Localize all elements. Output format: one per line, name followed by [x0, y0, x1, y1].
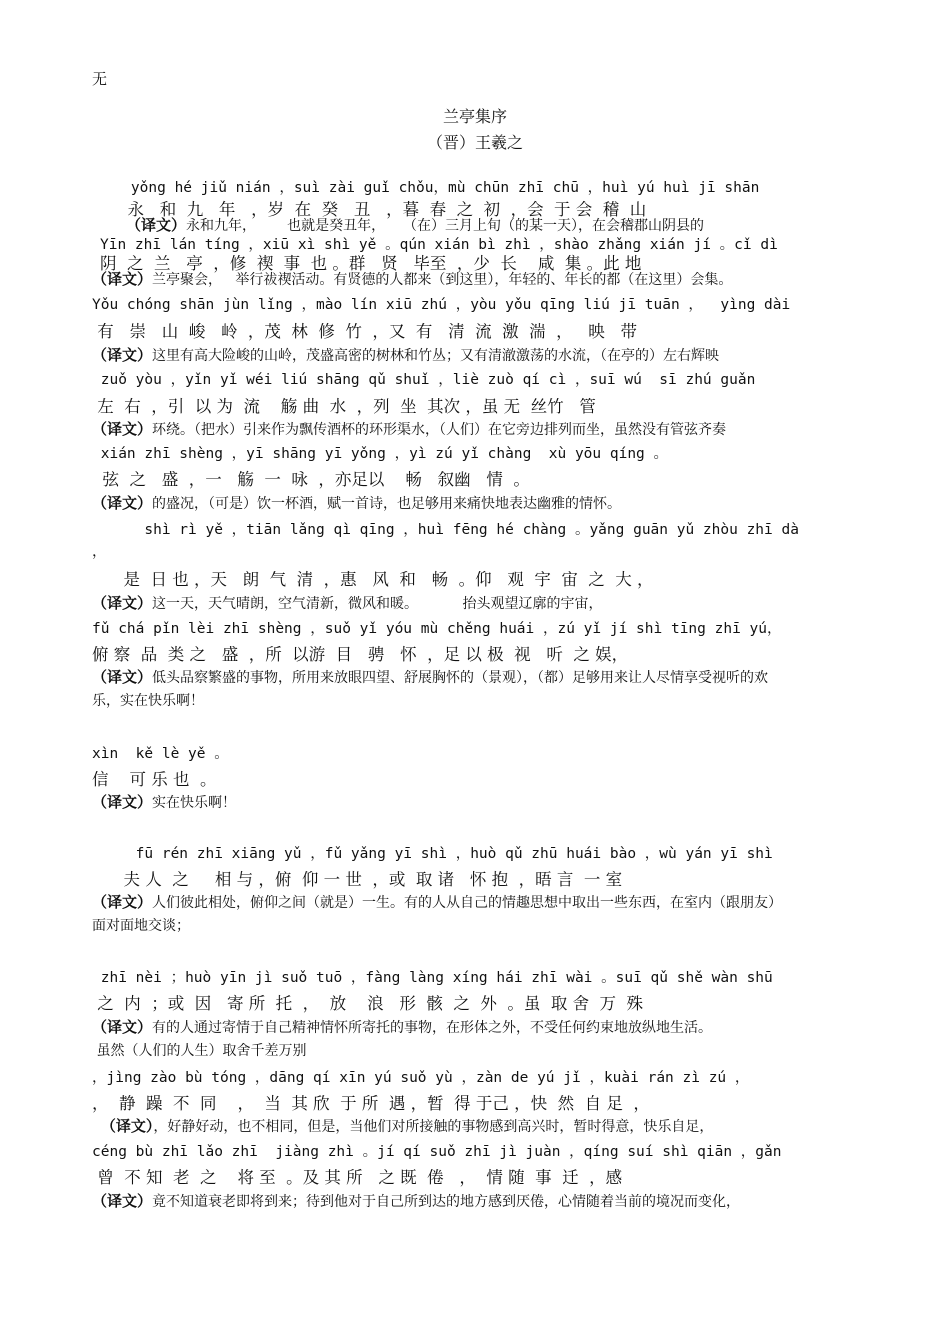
line-text: ，: [92, 544, 107, 560]
line-text: ， 静 躁 不 同 ， 当 其 欣 于 所 遇 ，暂 得 于己 ，快 然 自 足 ，: [92, 1094, 650, 1113]
translation-label: （译文）: [100, 1117, 154, 1135]
hanzi-line: [92, 318, 930, 342]
translation-line: [92, 891, 930, 912]
translation-line: [92, 592, 930, 613]
line-text: zuǒ yòu ，yǐn yǐ wéi liú shāng qǔ shuǐ ，liè zuò qí cì ，suī wú sī zhú guǎn: [92, 372, 756, 388]
translation-line: [92, 1040, 930, 1060]
pinyin-line: [92, 442, 930, 463]
translation-line: [92, 344, 930, 365]
translation-line: [92, 1115, 930, 1136]
line-text: xián zhī shèng ，yī shāng yī yǒng ，yì zú yǐ chàng xù yōu qíng 。: [92, 446, 669, 462]
line-text: ，好静好动，也不相同，但是，当他们对所接触的事物感到高兴时，暂时得意，快乐自足，: [153, 1119, 714, 1135]
pinyin-line: [92, 617, 930, 638]
pinyin-line: [96, 176, 930, 197]
line-text: 左 右 ，引 以 为 流 觞 曲 水 ，列 坐 其次 ，虽 无 丝竹 管: [92, 397, 596, 416]
line-text: 竟不知道衰老即将到来；待到他对于自己所到达的地方感到厌倦，心情随着当前的境况而变化，: [152, 1194, 741, 1210]
line-text: céng bù zhī lǎo zhī jiàng zhì 。jí qí suǒ zhī jì juàn ，qíng suí shì qiān ，gǎn: [92, 1144, 782, 1160]
line-text: 永和九年， 也就是癸丑年， （在）三月上旬（的某一天），在会稽郡山阴县的: [186, 218, 704, 234]
hanzi-line: [92, 1164, 930, 1188]
translation-line: [92, 492, 930, 513]
translation-label: （译文）: [126, 216, 187, 234]
pinyin-line: [92, 742, 930, 763]
line-text: fū rén zhī xiāng yǔ ，fǔ yǎng yī shì ，huò qǔ zhū huái bào ，wù yán yī shì: [92, 846, 773, 862]
line-text: shì rì yě ，tiān lǎng qì qīng ，huì fēng hé chàng 。yǎng guān yǔ zhòu zhī dà: [92, 522, 799, 538]
translation-label: （译文）: [92, 668, 153, 686]
translation-line: [92, 666, 930, 687]
translation-label: （译文）: [92, 893, 153, 911]
page-title: 兰亭集序: [442, 107, 507, 126]
hanzi-line: [92, 641, 930, 665]
translation-label: （译文）: [92, 594, 153, 612]
hanzi-line: [92, 990, 930, 1014]
pinyin-line: [92, 842, 930, 863]
translation-label: （译文）: [92, 1192, 153, 1210]
hanzi-line: [92, 393, 930, 417]
pinyin-line: [92, 1140, 930, 1161]
hanzi-line: [92, 466, 930, 490]
translation-line: [92, 1016, 930, 1037]
line-text: 环绕。（把水）引来作为飘传酒杯的环形渠水，（人们）在它旁边排列而坐，虽然没有管弦齐奏: [152, 422, 727, 438]
line-text: Yīn zhī lán tíng ，xiū xì shì yě 。qún xián bì zhì ，shào zhǎng xián jí 。cǐ dì: [100, 237, 778, 253]
line-text: 弦 之 盛 ，一 觞 一 咏 ，亦足以 畅 叙幽 情 。: [92, 470, 530, 489]
line-text: 面对面地交谈；: [92, 918, 190, 934]
translation-line: [92, 915, 930, 935]
author-line: （晋）王羲之: [426, 133, 523, 152]
translation-label: （译文）: [92, 1018, 153, 1036]
translation-line: [92, 418, 930, 439]
line-text: ，jìng zào bù tóng ，dāng qí xīn yú suǒ yù ，zàn de yú jǐ ，kuài rán zì zú ，: [92, 1070, 750, 1086]
line-text: 是 日 也 ，天 朗 气 清 ，惠 风 和 畅 。仰 观 宇 宙 之 大 ，: [92, 570, 654, 589]
pinyin-line: [92, 518, 930, 539]
translation-line: [92, 268, 930, 289]
line-text: 夫 人 之 相 与 ，俯 仰 一 世 ，或 取 诸 怀 抱 ，晤 言 一 室: [92, 870, 623, 889]
translation-label: （译文）: [92, 494, 153, 512]
line-text: 乐，实在快乐啊！: [92, 693, 204, 709]
line-text: 永 和 九 年 ，岁 在 癸 丑 ，暮 春 之 初 ，会 于 会 稽 山: [96, 200, 647, 219]
pinyin-line: [92, 293, 930, 314]
hanzi-line: [92, 866, 930, 890]
hanzi-line: [92, 1090, 930, 1114]
line-text: 之 内 ；或 因 寄 所 托 ， 放 浪 形 骸 之 外 。虽 取 舍 万 殊: [92, 994, 644, 1013]
pinyin-line: [92, 368, 930, 389]
line-text: zhī nèi ；huò yīn jì suǒ tuō ，fàng làng xíng hái zhī wài 。suī qǔ shě wàn shū: [92, 970, 773, 986]
line-text: 阴 之 兰 亭 ，修 禊 事 也 。群 贤 毕至 ，少 长 咸 集 。此 地: [100, 254, 642, 273]
translation-line: [92, 690, 930, 710]
line-text: 有 崇 山 峻 岭 ，茂 林 修 竹 ，又 有 清 流 激 湍 ， 映 带: [92, 322, 638, 341]
line-text: 低头品察繁盛的事物，所用来放眼四望、舒展胸怀的（景观），（都）足够用来让人尽情享受视听的欢: [152, 670, 769, 686]
line-text: yǒng hé jiǔ nián ，suì zài guǐ chǒu，mù chūn zhī chū ，huì yú huì jī shān: [96, 180, 760, 196]
translation-label: （译文）: [92, 793, 153, 811]
line-text: 这里有高大险峻的山岭，茂盛高密的树林和竹丛；又有清澈激荡的水流，（在亭的）左右辉映: [152, 348, 720, 364]
line-text: 实在快乐啊！: [152, 795, 237, 811]
translation-label: （译文）: [92, 420, 153, 438]
hanzi-line: [92, 766, 930, 790]
hanzi-line: [92, 566, 930, 590]
line-text: 的盛况，（可是）饮一杯酒，赋一首诗，也足够用来痛快地表达幽雅的情怀。: [152, 496, 622, 512]
line-text: fǔ chá pǐn lèi zhī shèng ，suǒ yǐ yóu mù chěng huái ，zú yǐ jí shì tīng zhī yú，: [92, 621, 782, 637]
translation-line: [126, 214, 930, 235]
line-text: 人们彼此相处，俯仰之间（就是）一生。有的人从自己的情趣思想中取出一些东西，在室内（跟朋友）: [152, 895, 783, 911]
line-text: xìn kě lè yě 。: [92, 746, 229, 762]
line-text: 曾 不 知 老 之 将 至 。及 其 所 之 既 倦 ， 情 随 事 迁 ，感: [92, 1168, 623, 1187]
line-text: 兰亭聚会， 举行祓禊活动。有贤德的人都来（到这里），年轻的、年长的都（在这里）会集。: [152, 272, 733, 288]
line-text: 有的人通过寄情于自己精神情怀所寄托的事物，在形体之外，不受任何约束地放纵地生活。: [152, 1020, 713, 1036]
pinyin-line: [92, 966, 930, 987]
line-text: Yǒu chóng shān jùn lǐng ，mào lín xiū zhú ，yòu yǒu qīng liú jī tuān ， yìng dài: [92, 297, 791, 313]
line-text: 虽然（人们的人生）取舍千差万别: [92, 1043, 307, 1059]
pinyin-line: [92, 540, 930, 561]
line-text: 这一天，天气晴朗，空气清新，微风和暖。 抬头观望辽廓的宇宙，: [152, 596, 603, 612]
pinyin-line: [92, 1066, 930, 1087]
line-text: 信 可 乐 也 。: [92, 770, 217, 789]
translation-label: （译文）: [92, 346, 153, 364]
translation-line: [92, 1190, 930, 1211]
corner-note: 无: [92, 70, 108, 88]
line-text: 俯 察 品 类 之 盛 ，所 以游 目 骋 怀 ，足 以 极 视 听 之 娱，: [92, 645, 629, 664]
translation-line: [92, 791, 930, 812]
translation-label: （译文）: [92, 270, 153, 288]
